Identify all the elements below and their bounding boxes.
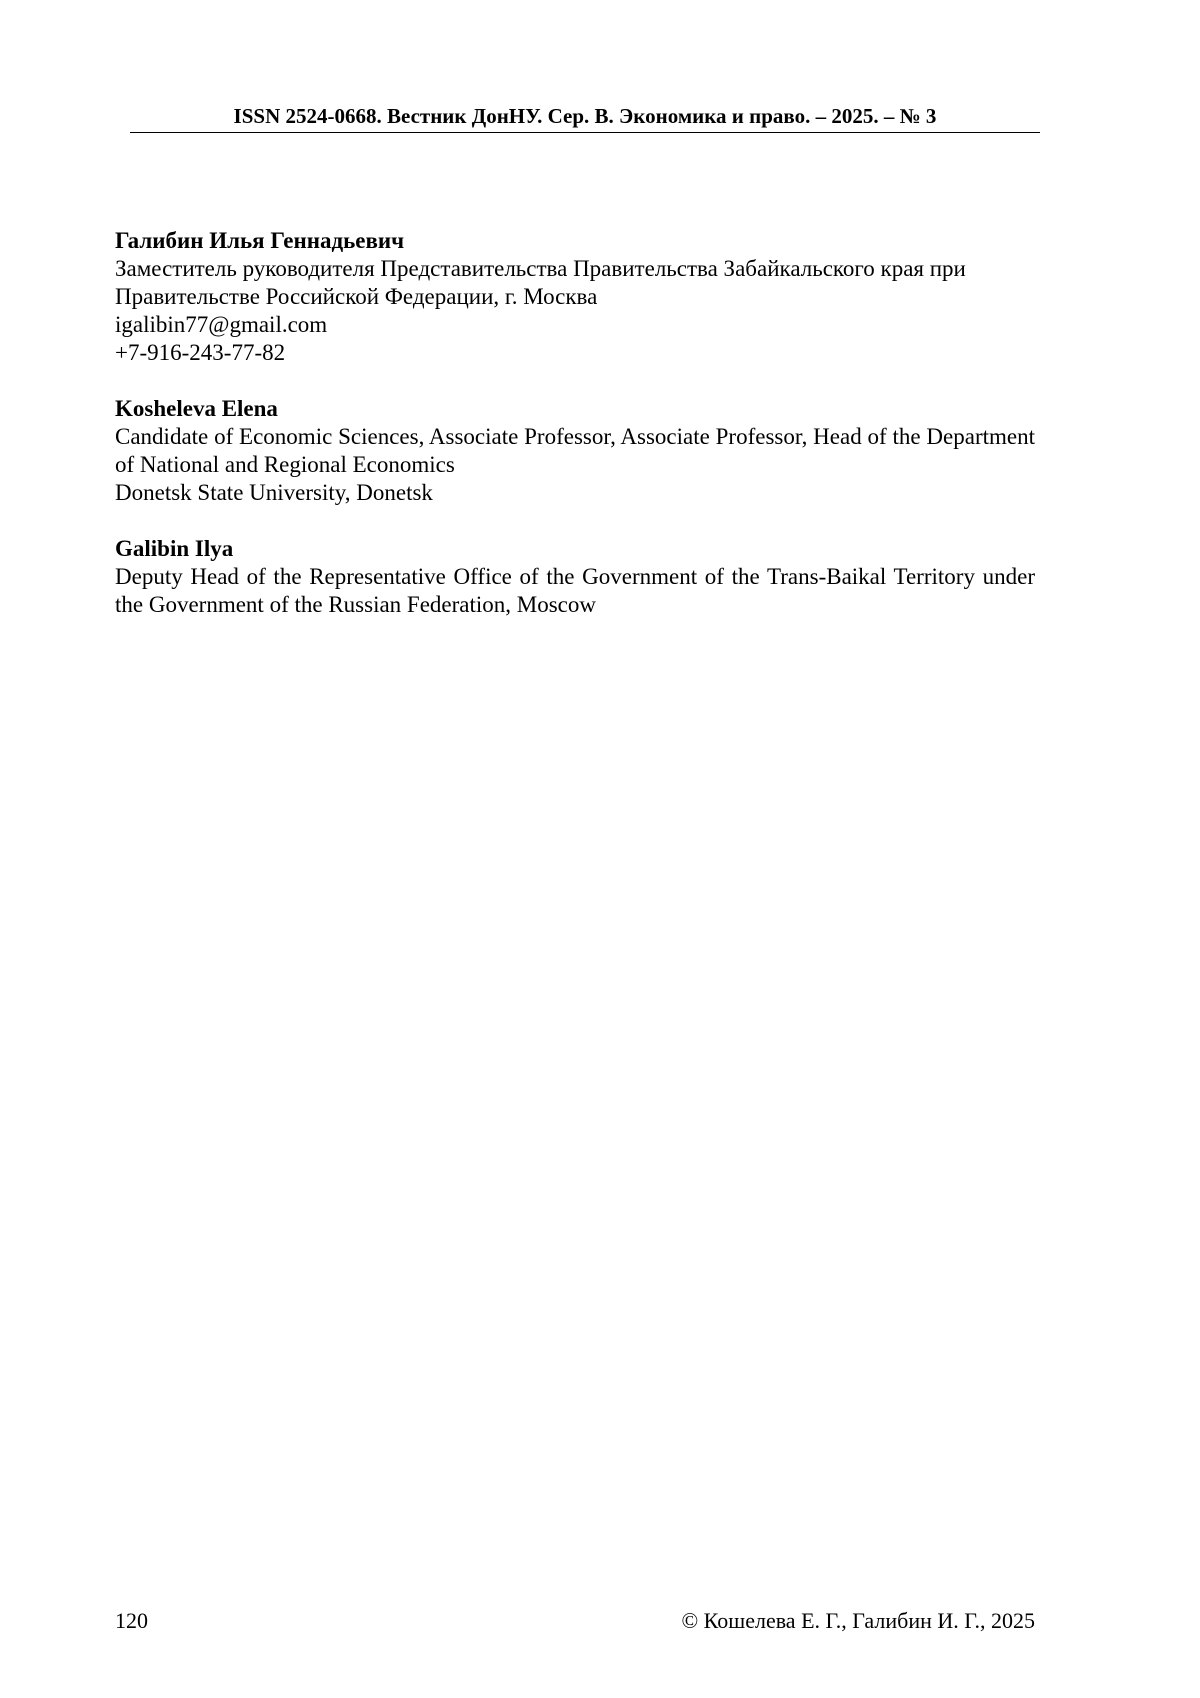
author-name: Kosheleva Elena (115, 396, 278, 421)
author-position-line: Правительстве Российской Федерации, г. Москва (115, 284, 598, 309)
author-name: Galibin Ilya (115, 536, 234, 561)
copyright-notice: © Кошелева Е. Г., Галибин И. Г., 2025 (681, 1608, 1035, 1633)
author-description: Candidate of Economic Sciences, Associate Professor, Associate Professor, Head of the Department of National and Regional Economics (115, 424, 1035, 477)
author-name: Галибин Илья Геннадьевич (115, 228, 405, 253)
author-block-galibin-ru (115, 227, 1035, 367)
author-info-section (115, 227, 1035, 647)
author-email: igalibin77@gmail.com (115, 312, 328, 337)
author-description: Deputy Head of the Representative Office of the Government of the Trans-Baikal Territory under the Government of the Russian Federation, Moscow (115, 564, 1035, 617)
author-phone: +7-916-243-77-82 (115, 340, 286, 365)
author-block-kosheleva-en (115, 395, 1035, 507)
author-position-line: Заместитель руководителя Представительства Правительства Забайкальского края при (115, 256, 966, 281)
author-affiliation: Donetsk State University, Donetsk (115, 480, 433, 505)
header-divider (130, 132, 1040, 133)
running-header: ISSN 2524-0668. Вестник ДонНУ. Сер. В. Экономика и право. – 2025. – № 3 (233, 104, 937, 128)
author-block-galibin-en (115, 535, 1035, 619)
page-number: 120 (115, 1608, 148, 1633)
